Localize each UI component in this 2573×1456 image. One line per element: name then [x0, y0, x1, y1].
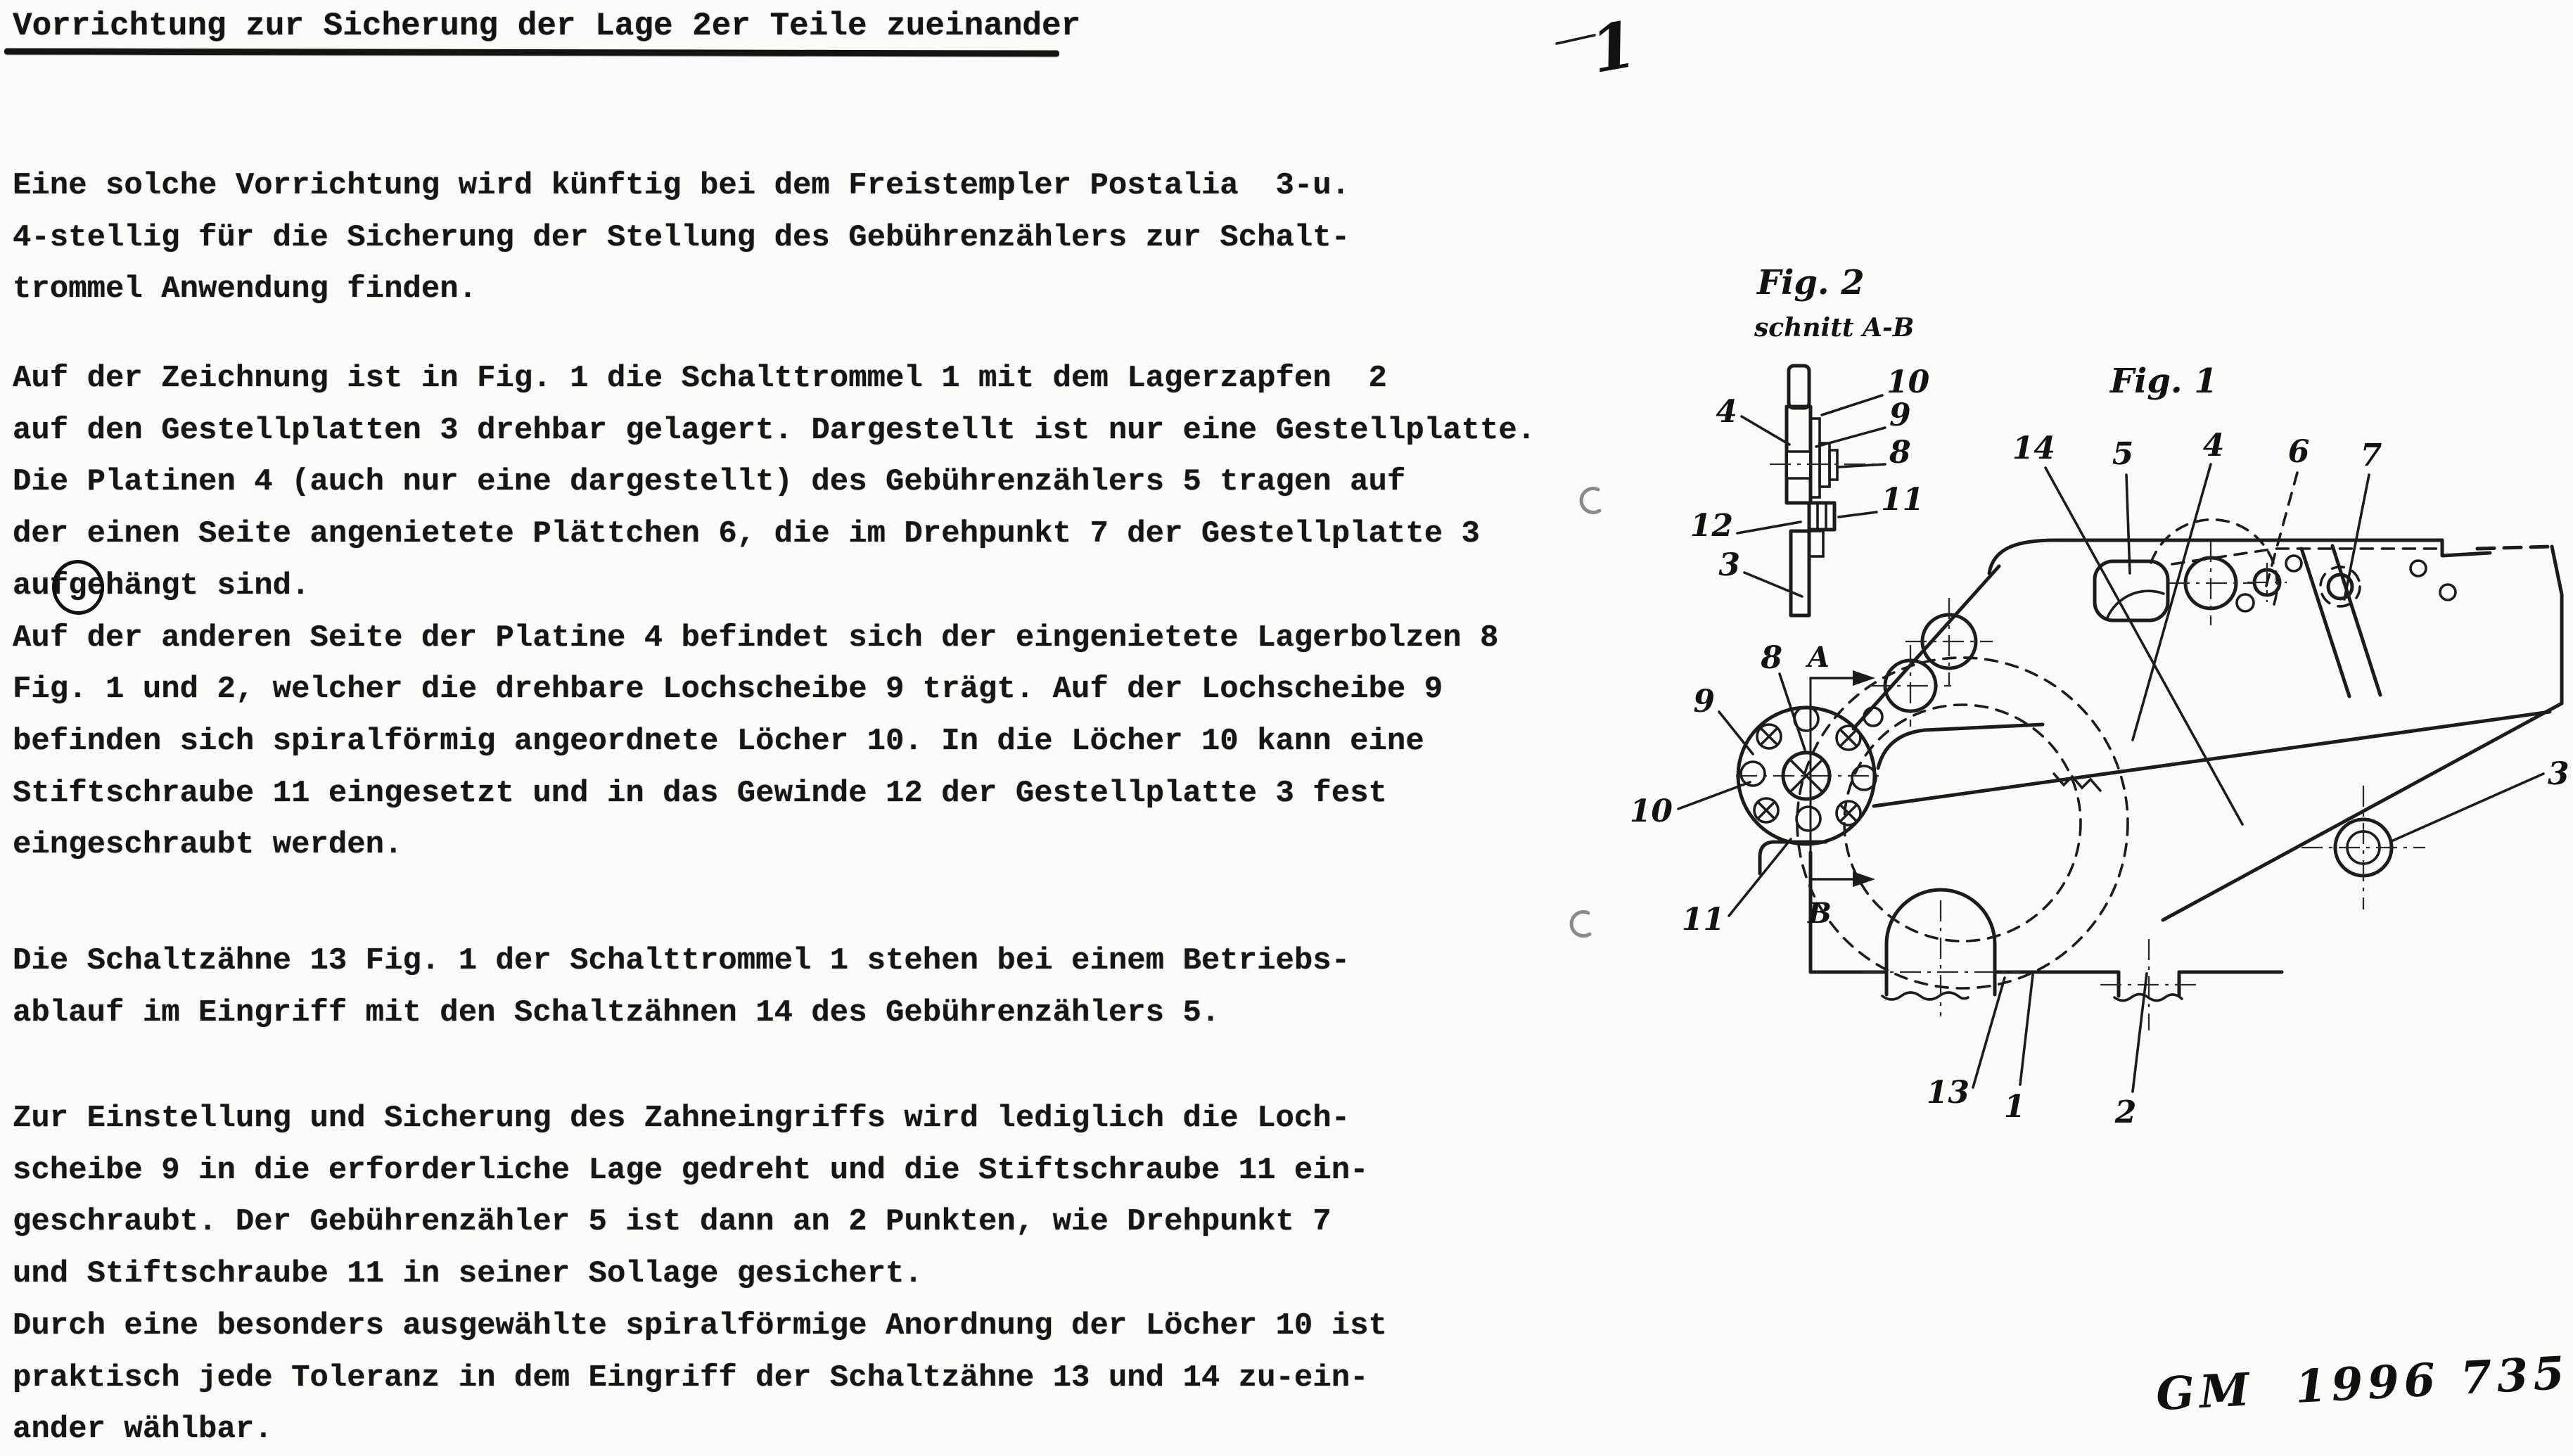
text-line: 4-stellig für die Sicherung der Stellung des Gebührenzählers zur Schalt- [13, 219, 1351, 255]
fig1-label-2: 2 [2114, 1094, 2137, 1130]
gestellplatte-hatched [1791, 531, 1809, 615]
leader-line [2133, 973, 2147, 1092]
paragraph-4 [13, 1093, 1387, 1456]
lower-plate-step [1878, 724, 2043, 768]
page-title: Vorrichtung zur Sicherung der Lage 2er Teile zueinander [13, 8, 1081, 44]
fig1-label-A: A [1808, 641, 1830, 674]
text-line: befinden sich spiralförmig angeordnete Löcher 10. In die Löcher 10 kann eine [13, 723, 1424, 759]
fig2-label-10: 10 [1886, 364, 1930, 400]
fig2-label-8: 8 [1889, 435, 1911, 471]
leader-line [1822, 395, 1882, 415]
leader-line [1719, 712, 1753, 754]
text-line: der einen Seite angenietete Plättchen 6, die im Drehpunkt 7 der Gestellplatte 3 [13, 516, 1480, 552]
leader-line [1742, 416, 1789, 445]
text-line: Auf der anderen Seite der Platine 4 befindet sich der eingenietete Lagerbolzen 8 [13, 620, 1499, 656]
leader-line [2045, 468, 2242, 824]
hole-x-mark [1761, 729, 1777, 744]
fig1-label-8: 8 [1761, 640, 1782, 676]
fig1-label-3: 3 [2548, 756, 2569, 792]
leader-line [1744, 573, 1802, 596]
text-line: Durch eine besonders ausgewählte spiralförmige Anordnung der Löcher 10 ist [13, 1308, 1387, 1343]
slanted-slot [2301, 546, 2380, 696]
leader-line-dashed [2265, 473, 2297, 591]
fig1-label-4: 4 [2202, 428, 2225, 464]
figure-2-title: Fig. 2 [1757, 263, 1865, 302]
punch-hole-artifact [1581, 489, 1600, 513]
fig2-label-12: 12 [1690, 508, 1733, 544]
text-line: auf den Gestellplatten 3 drehbar gelagert. Dargestellt ist nur eine Gestellplatte. [13, 412, 1536, 448]
punch-hole-artifact [1571, 912, 1590, 936]
figure-1-title: Fig. 1 [2110, 362, 2218, 401]
hole-x-mark [1758, 803, 1774, 818]
paragraph-1 [13, 160, 1350, 316]
disc-hole-hatched [1796, 807, 1820, 831]
fig1-label-6: 6 [2287, 434, 2310, 470]
plate-right-edge [2552, 547, 2562, 703]
figure-2-section-view [1690, 263, 1930, 615]
fig2-label-11: 11 [1881, 482, 1924, 518]
text-line: Die Schaltzähne 13 Fig. 1 der Schalttrommel 1 stehen bei einem Betriebs- [13, 943, 1351, 978]
arrowhead [1853, 871, 1875, 887]
text-line: geschraubt. Der Gebührenzähler 5 ist dann an 2 Punkten, wie Drehpunkt 7 [13, 1204, 1332, 1240]
fig1-label-7: 7 [2360, 438, 2382, 473]
schalttrommel-dashed-outline [1797, 658, 2128, 988]
leader-line [2126, 475, 2130, 573]
hole-x-mark [1841, 805, 1856, 821]
leader-line [2344, 475, 2369, 599]
fig1-label-11: 11 [1681, 902, 1725, 938]
schalttrommel-dashed-inner [1844, 705, 2081, 941]
fig1-label-1: 1 [2003, 1089, 2026, 1125]
fig1-label-13: 13 [1926, 1075, 1969, 1111]
leader-line [1973, 978, 2005, 1087]
small-hole [1864, 708, 1882, 726]
text-line: Fig. 1 und 2, welcher die drehbare Lochscheibe 9 trägt. Auf der Lochscheibe 9 [13, 672, 1443, 708]
page-number-digit: 1 [1585, 6, 1642, 89]
lower-plate-shelf [1760, 842, 1826, 874]
page-number [1551, 0, 1664, 91]
break-line [1882, 992, 1968, 1000]
leader-line [1816, 428, 1885, 447]
fig1-label-10: 10 [1629, 793, 1673, 829]
plate-top-dashed [2477, 547, 2552, 549]
stiftschraube-head [1809, 503, 1834, 530]
fig1-label-9: 9 [1693, 684, 1715, 720]
fig2-label-9: 9 [1889, 397, 1911, 433]
text-line: ander wählbar. [13, 1412, 273, 1448]
handwritten-stamp: GM 1996 735 [2154, 1346, 2571, 1422]
text-line: Auf der Zeichnung ist in Fig. 1 die Schalttrommel 1 mit dem Lagerzapfen 2 [13, 361, 1387, 396]
figure-2-subtitle: schnitt A-B [1754, 313, 1915, 343]
small-hole [2411, 561, 2426, 576]
leader-line [1839, 512, 1877, 517]
small-hole [2440, 585, 2456, 600]
fig1-label-B: B [1808, 897, 1832, 930]
text-line: Zur Einstellung und Sicherung des Zahneingriffs wird lediglich die Loch- [13, 1101, 1351, 1136]
disc-hole [1741, 762, 1765, 786]
platine-top [1789, 366, 1809, 408]
leader-line [2020, 975, 2033, 1085]
text-line: praktisch jede Toleranz in dem Eingriff der Schaltzähne 13 und 14 zu-ein- [13, 1360, 1369, 1396]
gewinde-section [1809, 531, 1823, 556]
fig1-label-5: 5 [2112, 436, 2134, 472]
small-hole [2237, 594, 2254, 611]
hole-x-mark [1841, 730, 1856, 746]
paragraph-2 [13, 353, 1536, 871]
fig2-label-4: 4 [1716, 394, 1737, 430]
text-line: trommel Anwendung finden. [13, 272, 478, 307]
paragraph-3 [13, 935, 1350, 1039]
text-line: Stiftschraube 11 eingesetzt und in das Gewinde 12 der Gestellplatte 3 fest [13, 775, 1387, 811]
fig1-label-14: 14 [2012, 430, 2055, 466]
small-hole [2286, 556, 2301, 571]
technical-drawing [1569, 211, 2573, 1238]
plate-bottom-slant [2163, 703, 2562, 920]
text-line: Eine solche Vorrichtung wird künftig bei dem Freistempler Postalia 3-u. [13, 168, 1351, 203]
fig2-label-3: 3 [1718, 547, 1740, 583]
figure-1-main-view [1630, 362, 2569, 1130]
text-line: und Stiftschraube 11 in seiner Sollage gesichert. [13, 1256, 923, 1292]
title-underline [4, 48, 1059, 56]
text-line: aufgehängt sind. [13, 568, 310, 604]
text-line: Die Platinen 4 (auch nur eine dargestellt) des Gebührenzählers 5 tragen auf [13, 464, 1406, 500]
text-line: ablauf im Eingriff mit den Schaltzähnen 14 des Gebührenzählers 5. [13, 995, 1220, 1030]
disc-hole [1852, 766, 1876, 790]
text-line: eingeschraubt werden. [13, 827, 403, 863]
text-line: scheibe 9 in die erforderliche Lage gedreht und die Stiftschraube 11 ein- [13, 1152, 1369, 1188]
